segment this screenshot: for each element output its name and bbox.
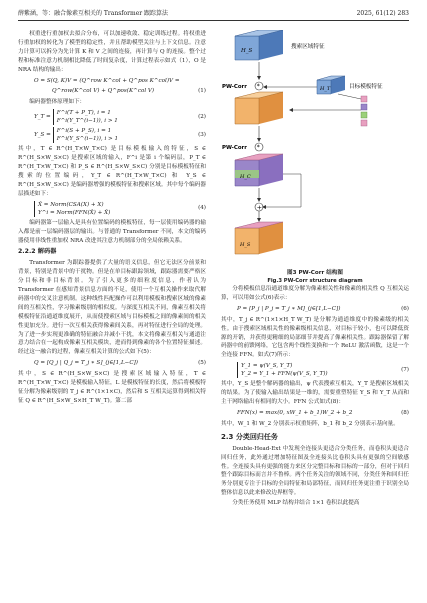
paragraph: 其中，W_1 和 W_2 分别表示权重矩阵，b_1 和 b_2 分别表示基向量。	[221, 420, 399, 427]
template-feature-label: 目标模板特征	[349, 84, 383, 90]
equation-1: O = S(Q, K)V = (Q^row K^col + Q^pos K^col)V =	[34, 77, 180, 84]
header-journal-info: 2025, 61(12) 283	[356, 10, 409, 17]
equation-4: X̂ = Norm(CSA(X) + X) Y^i = Norm(FFN(X̂) + X̂) (4)	[18, 201, 206, 217]
paragraph: 其中，T_j ∈ R^(1×1×H_T W_T) 是分解为通道维度中的像素级的相关性。由于搜索区域相关性的像素级相关信息，对目标于较小，也可以降低资源的开销，并获得更精细的局部细节并提高了像素相关性。跟踪器保留了解码器中的前馈网络，它包含两个线性变换和一个 ReLU 激活函数，这是一个全连接 FFN。如式(7)所示：	[221, 316, 409, 359]
paragraph: Double-Head-Ext 中发现全连接头更适合分类任务，而卷积头更适合回归任务，此外通过增加特征图及全连接头比卷积头具有更强的空间敏感性。全连接头具有更强的能力来区分完整目标和目标的一部分，但对于回归整个跟踪目标而言并不鲁棒。两个任务关注的领域不同，分类任务和回归任务分别更专注于目标的全局特征和局部特征，而回归任务更注重于识别全局整体信息以此来修改边界框等。	[221, 445, 409, 497]
paragraph: 其中，T ∈ R^(H_T×W_T×C) 是目标模板输入的特征，S ∈ R^(H_S×W_S×C) 是搜索区域的输入，F^i 是第 i 个编码层，P_T ∈ R^(H_T×W_T×C) 和 P_S ∈ R^(H_S×W_S×C) 分别是目标模板特征和搜索的位置编码，Y_T ∈ R^(H_T×W_T×C) 和 Y_S ∈ R^(H_S×W_S×C) 是编码器增强的模板特征和搜索区域。其中每个编码器层描述如下：	[18, 146, 206, 197]
equation-2: Y_T = F^i(T + P_T), i = 1 F^i(Y_T^(i−1)), i > 1 (2)	[34, 110, 206, 125]
hc-label: H_C	[240, 174, 251, 180]
equation-3: Y_S = F^i(S + P_S), i = 1 F^i(Y_S^(i−1)), i > 1 (3)	[34, 128, 206, 143]
equation-8: FFN(x) = max(0, xW_1 + b_1)W_2 + b_2 (8)	[237, 409, 409, 416]
pw-corr-figure	[221, 30, 409, 268]
search-feature-label: 搜索区域特征	[291, 44, 325, 50]
arrow-head	[257, 76, 261, 80]
equation-5: Q = [Q_j | Q_j = T_j ∗ S]_(j∈[1,L−C]) (5)	[34, 360, 206, 367]
fused-feature-cube	[235, 154, 283, 186]
equation-7: Y_1 = ψ(V_S, Y_T) Y_2 = Y_1 + FFN(ψ(V_S, Y_T)) (7)	[221, 362, 409, 378]
paragraph: 权重进行重加权去拟合分布，可以加速收敛、稳定训练过程。将权重进行重加权的转化为了模型的稳定性，并且帮助模型关注与上下文信息。注意力计算可以拆分为先计算 K 和 V 之间的连接，再计算与 Q 的连接。整个过程和标准注意力机制相比降低了时间复杂度，计算过程表示如式（1），O 是 NRA 结构的输出：	[18, 31, 206, 73]
paragraph: 分类任务使用 MLP 结构并结合 1×1 卷积以此提高	[232, 500, 360, 507]
paragraph: 编码器整体原理如下：	[29, 99, 86, 106]
pwcorr-label: PW-Corr	[222, 145, 247, 151]
pw-corr-diagram	[221, 30, 409, 268]
paragraph: 其中，S ∈ R^(H_S×W_S×C) 是搜索区域输入特征，T ∈ R^(H_T×W_T×C) 是模板输入特征，L 是模板特征的长度，然后将模板特征分解为像素级别的 T_j ∈ R^(1×1×C)，然后和 S 互相关运算得到相关特征 Q ∈ R^(H_S×W_S×H_T W_T)。第二部	[18, 371, 206, 404]
paragraph: 编码器第一层输入是具有位置编码的模板特征，每一层使用编码器的输入都是前一层编码器层的输出。与普通的 Transformer 不同，本文的编码器使用非线性重加权 NRA 改进其注意力机制部分的全局依赖关系。	[18, 219, 206, 244]
hs-label: H_S	[240, 242, 251, 248]
section-heading: 2.2.2 解码器	[18, 248, 57, 256]
header-authors-title: 薛紫涵，等：融合像素互相关的 Transformer 跟踪算法	[18, 10, 169, 17]
plus-label: +	[256, 203, 263, 212]
left-column	[18, 30, 206, 407]
caption-en: Fig.3 PW-Corr structure diagram	[267, 278, 363, 284]
search-feature-cube	[235, 30, 283, 60]
paragraph: 其中，Y_S 是整个解码器的输出，ψ 代表搜索互相关，Y_T 是搜索区域相关的结果。为了使输入输出结果是一维的，需要重塑特征 Y_S 和 Y_T 从而和主干网络输出有相同的大小。FFN 公式如式(8)：	[221, 381, 409, 406]
running-header	[18, 8, 409, 21]
equation-1-cont: Q^row(K^col V) + Q^pos(K^col V) (1)	[52, 88, 206, 95]
svg-text:*: *	[256, 144, 260, 152]
equation-6: P = [P_j | P_j = T_j ∗ M]_(j∈[1,L−C]) (6)	[237, 305, 409, 312]
caption-cn: 图3 PW-Corr 结构图	[287, 270, 343, 276]
correlation-cube	[235, 92, 283, 124]
output-feature-cube	[235, 222, 283, 254]
figure-caption	[221, 269, 409, 285]
section-heading: 2.3 分类回归任务	[221, 432, 278, 441]
template-pixel-vectors	[361, 96, 367, 126]
operator-star: *	[256, 83, 260, 91]
ht-label: H_T	[320, 86, 331, 92]
paragraph: 分将模板信息沿通道维度分解为像素相关性和像素的相关性 Q 互相关运算，可以用如公式(6)表示：	[221, 286, 409, 301]
paragraph: Transformer 为跟踪器提供了大量的语义信息，但它无法区分前景和背景，特别是背景中的干扰物。但是在单目标跟踪领域，跟踪器需要严格区分目标和非目标背景。为了引入更多的细粒度信息，作者认为 Transformer 在感知背景信息方面的不足，使用一个互相关操作来取代解码器中的交叉注意机制。这种线性匹配操作可以利用模板和搜索区域的像素间的互相关性，学习像素级别的相似度。与深度互相关不同，像素互相关将模板特征沿通道维度展开，从而使搜索区域与目标模板之间的像素间的相关性更加充分。进行一次互相关获得像素间关系，再对特征进行全局的处理。为了进一步实现更准确的特征融合并减小干扰，本文将像素互相关与通道注意力结合在一起构成像素互相关模块，进而得到像素的各个位置特征描述。经过这一融合的过程，像素互相关计算的公式如下(5)：	[18, 260, 206, 356]
hs-label: H_S	[241, 48, 253, 54]
pwcorr-label: PW-Corr	[222, 84, 247, 90]
right-column	[221, 30, 409, 509]
